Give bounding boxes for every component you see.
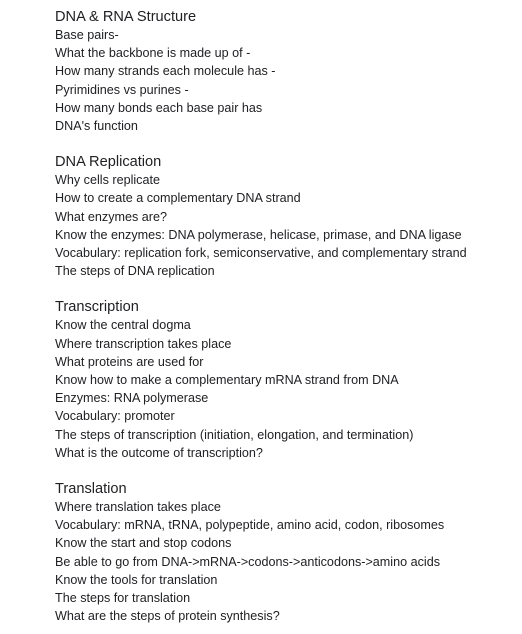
list-item: Vocabulary: mRNA, tRNA, polypeptide, amino acid, codon, ribosomes <box>55 518 445 533</box>
list-item: Vocabulary: promoter <box>55 409 175 424</box>
document-body <box>55 0 515 625</box>
list-item: What proteins are used for <box>55 354 204 369</box>
section-translation <box>55 480 515 625</box>
list-item: How many bonds each base pair has <box>55 100 263 115</box>
list-item: Base pairs- <box>55 28 119 42</box>
section-transcription <box>55 298 515 462</box>
list-item: Know the start and stop codons <box>55 536 232 551</box>
list-item: What are the steps of protein synthesis? <box>55 609 280 624</box>
section-heading: DNA Replication <box>55 154 162 171</box>
list-item: What the backbone is made up of - <box>55 46 251 61</box>
list-item: How many strands each molecule has - <box>55 64 276 79</box>
list-item: The steps of transcription (initiation, elongation, and termination) <box>55 427 414 442</box>
list-item: The steps for translation <box>55 591 191 606</box>
section-dna-replication <box>55 153 515 280</box>
list-item: Enzymes: RNA polymerase <box>55 391 209 406</box>
list-item: Where translation takes place <box>55 500 221 515</box>
list-item: What is the outcome of transcription? <box>55 445 263 460</box>
list-item: Know how to make a complementary mRNA strand from DNA <box>55 373 399 388</box>
list-item: Know the enzymes: DNA polymerase, helicase, primase, and DNA ligase <box>55 227 462 242</box>
list-item: Where transcription takes place <box>55 336 232 351</box>
list-item: Why cells replicate <box>55 173 160 188</box>
section-heading: Translation <box>55 481 127 498</box>
list-item: What enzymes are? <box>55 209 167 224</box>
list-item: How to create a complementary DNA strand <box>55 191 301 206</box>
list-item: Know the tools for translation <box>55 572 218 587</box>
section-heading: DNA & RNA Structure <box>55 9 197 25</box>
section-heading: Transcription <box>55 299 139 316</box>
section-dna-rna-structure <box>55 0 515 135</box>
list-item: Pyrimidines vs purines - <box>55 82 189 97</box>
list-item: The steps of DNA replication <box>55 264 215 279</box>
list-item: Vocabulary: replication fork, semiconservative, and complementary strand <box>55 246 467 261</box>
list-item: Know the central dogma <box>55 318 191 333</box>
list-item: DNA's function <box>55 119 138 134</box>
list-item: Be able to go from DNA->mRNA->codons->anticodons->amino acids <box>55 554 440 569</box>
